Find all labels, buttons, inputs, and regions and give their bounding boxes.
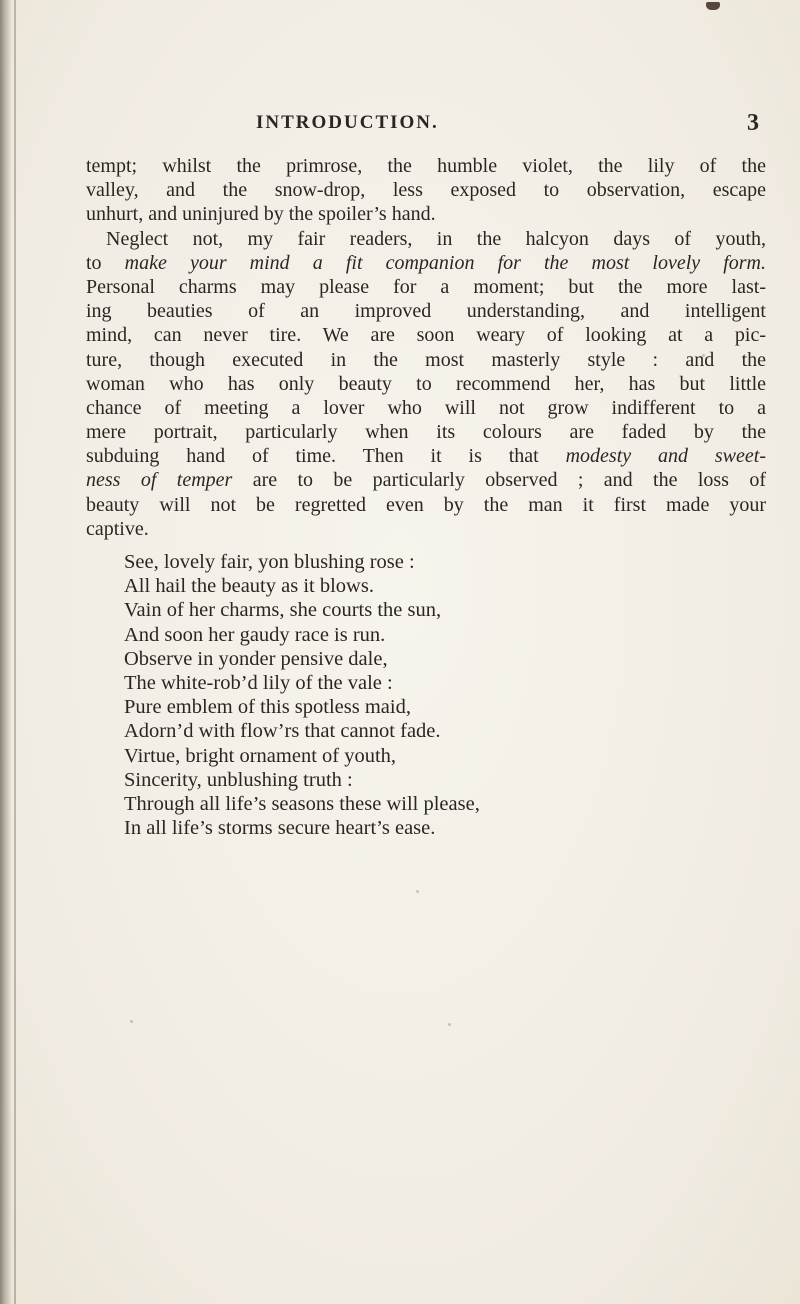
verse-line: In all life’s storms secure heart’s ease.: [124, 817, 436, 840]
text-line: beauty will not be regretted even by the man it first made your: [86, 493, 766, 516]
italic-text-run: ness of temper: [86, 469, 233, 492]
text-line: woman who has only beauty to recommend her, has but little: [86, 372, 766, 395]
verse-line: Sincerity, unblushing truth :: [124, 768, 353, 791]
verse-line: Pure emblem of this spotless maid,: [124, 696, 411, 719]
text-line: tempt; whilst the primrose, the humble violet, the lily of the: [86, 155, 766, 177]
page-binding-shadow: [0, 0, 12, 1304]
text-line: mind, can never tire. We are soon weary of looking at a pic-: [86, 324, 766, 347]
text-line: valley, and the snow-drop, less exposed to observation, escape: [86, 179, 766, 202]
text-line: [86, 251, 766, 275]
text-line: chance of meeting a lover who will not grow indifferent to a: [86, 396, 766, 419]
text-line: Neglect not, my fair readers, in the halcyon days of youth,: [106, 227, 766, 250]
running-title: INTRODUCTION.: [256, 112, 439, 133]
verse-line: Virtue, bright ornament of youth,: [124, 744, 397, 767]
text-line: captive.: [86, 517, 149, 540]
verse-line: And soon her gaudy race is run.: [124, 623, 386, 646]
text-run: subduing hand of time. Then it is that: [86, 445, 566, 468]
verse-line: Vain of her charms, she courts the sun,: [124, 599, 442, 622]
running-header: [120, 111, 760, 139]
text-line: [86, 468, 766, 492]
text-line: [86, 444, 766, 468]
page-number: 3: [747, 110, 759, 136]
italic-text-run: make your mind a fit companion for the most lovely form.: [124, 251, 766, 274]
text-run: to: [86, 251, 125, 274]
verse-line: Adorn’d with flow’rs that cannot fade.: [124, 720, 441, 743]
paper-speck: [416, 890, 419, 893]
text-line: ture, though executed in the most masterly style : and the: [86, 348, 766, 371]
text-line: mere portrait, particularly when its colours are faded by the: [86, 421, 766, 444]
verse-line: All hail the beauty as it blows.: [124, 575, 374, 598]
text-line: ing beauties of an improved understanding, and intelligent: [86, 300, 766, 323]
verse-line: See, lovely fair, yon blushing rose :: [124, 551, 415, 573]
text-line: unhurt, and uninjured by the spoiler’s hand.: [86, 203, 436, 226]
verse-line: Through all life’s seasons these will please,: [124, 792, 480, 815]
paper-speck: [448, 1023, 451, 1026]
page-binding-line: [14, 0, 16, 1304]
verse-line: The white-rob’d lily of the vale :: [124, 671, 393, 694]
paper-speck: [130, 1020, 133, 1023]
text-run: are to be particularly observed ; and the loss of: [232, 469, 767, 492]
verse-block: [124, 550, 724, 840]
verse-line: Observe in yonder pensive dale,: [124, 647, 388, 670]
italic-text-run: modesty and sweet-: [565, 445, 766, 468]
ink-blot-mark: [706, 2, 720, 10]
text-line: Personal charms may please for a moment; but the more last-: [86, 275, 766, 298]
body-text: [86, 154, 766, 541]
